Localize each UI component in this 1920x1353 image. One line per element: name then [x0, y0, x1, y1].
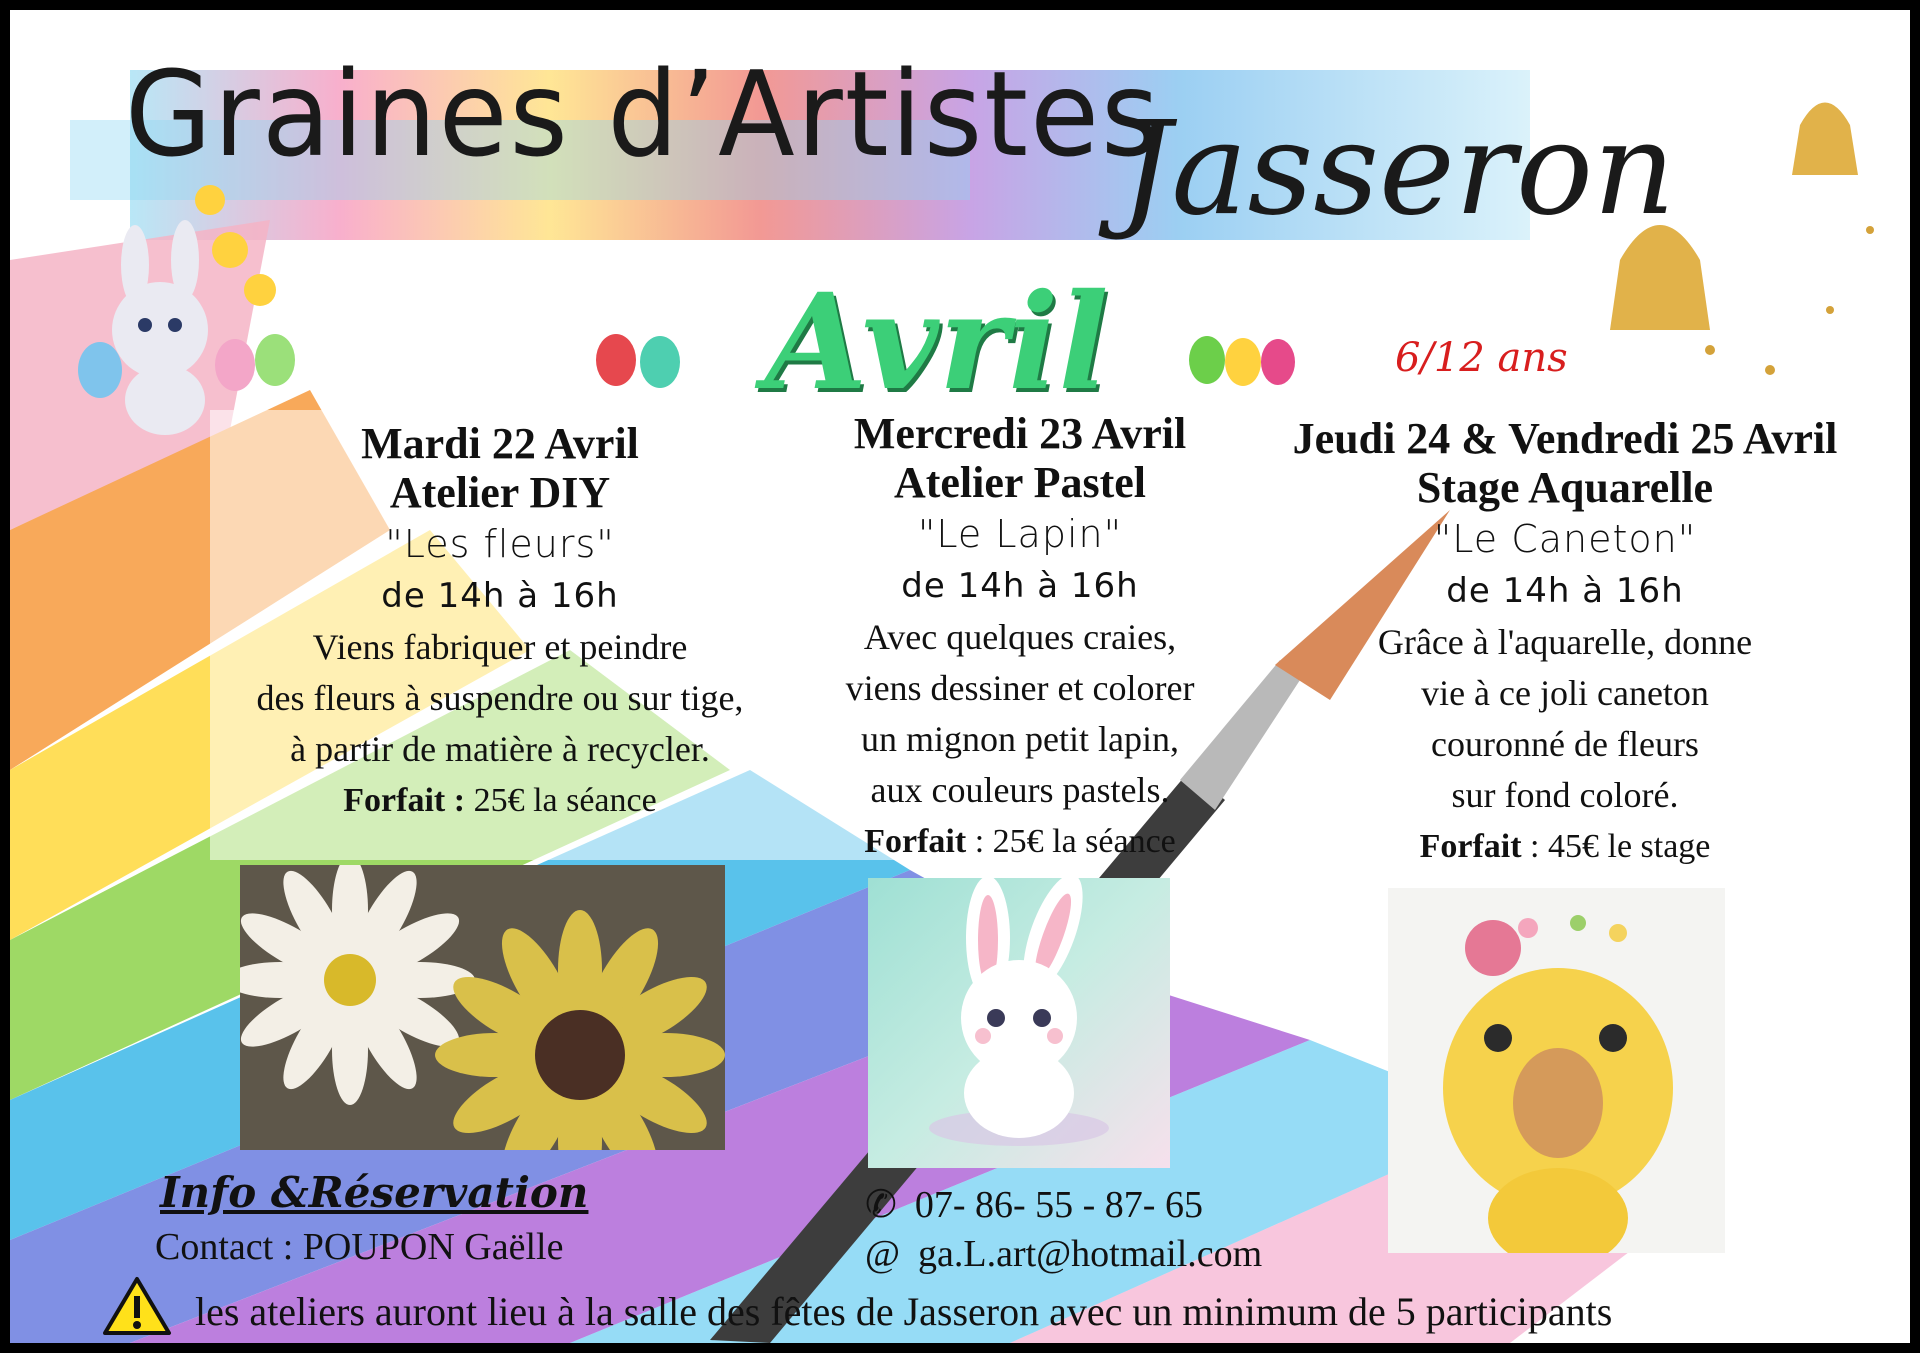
- workshop-column: [810, 410, 1230, 868]
- title-line2: Jasseron: [1120, 95, 1676, 244]
- workshop-type: Atelier Pastel: [893, 458, 1147, 507]
- workshop-hours: de 14h à 16h: [1446, 571, 1684, 611]
- flyer: [10, 10, 1910, 1343]
- age-range: 6/12 ans: [1395, 335, 1568, 381]
- price-value: : 45€ le stage: [1521, 828, 1711, 865]
- phone-icon: ✆: [865, 1184, 897, 1226]
- workshop-description-line: un mignon petit lapin,: [861, 719, 1179, 759]
- workshop-description-line: Avec quelques craies,: [863, 617, 1177, 657]
- price-value: : 25€ la séance: [966, 823, 1176, 860]
- contact-name: Contact : POUPON Gaëlle: [155, 1226, 564, 1268]
- workshop-type: Atelier DIY: [389, 468, 611, 517]
- price-label: Forfait :: [343, 782, 466, 819]
- workshop-price: [210, 775, 790, 827]
- workshop-description-line: vie à ce joli caneton: [1421, 673, 1709, 713]
- workshop-description-line: sur fond coloré.: [1451, 775, 1679, 815]
- workshop-description-line: Grâce à l'aquarelle, donne: [1377, 622, 1753, 662]
- location-notice: les ateliers auront lieu à la salle des fêtes de Jasseron avec un minimum de 5 participants: [195, 1289, 1613, 1334]
- flowers-photo: [240, 865, 725, 1150]
- workshop-description-line: aux couleurs pastels.: [870, 770, 1170, 810]
- email-address: ga.L.art@hotmail.com: [918, 1233, 1263, 1275]
- warning-icon: [102, 1276, 172, 1336]
- email-line: [865, 1232, 1262, 1276]
- workshop-type: Stage Aquarelle: [1416, 463, 1714, 512]
- bunny-photo: [868, 878, 1170, 1168]
- workshop-hours: de 14h à 16h: [901, 566, 1139, 606]
- phone-number: 07- 86- 55 - 87- 65: [914, 1184, 1203, 1226]
- info-reservation-heading: Info &Réservation: [160, 1168, 589, 1217]
- workshop-price: [810, 816, 1230, 868]
- workshop-description-line: couronné de fleurs: [1431, 724, 1699, 764]
- phone-line: [865, 1182, 1203, 1227]
- workshop-description-line: à partir de matière à recycler.: [290, 729, 710, 769]
- workshop-description-line: viens dessiner et colorer: [845, 668, 1195, 708]
- workshop-column: [210, 420, 790, 827]
- workshop-price: [1270, 821, 1860, 873]
- workshop-hours: de 14h à 16h: [381, 576, 619, 616]
- at-sign-icon: @: [865, 1233, 900, 1275]
- price-label: Forfait: [1419, 828, 1522, 865]
- workshop-description-line: des fleurs à suspendre ou sur tige,: [256, 678, 744, 718]
- workshop-description-line: Viens fabriquer et peindre: [312, 627, 688, 667]
- workshop-theme: "Le Caneton": [1433, 517, 1697, 561]
- duckling-photo: [1388, 888, 1725, 1253]
- workshop-theme: "Le Lapin": [917, 512, 1123, 556]
- price-value: 25€ la séance: [465, 782, 657, 819]
- workshop-theme: "Les fleurs": [385, 522, 615, 566]
- month-heading: Avril: [765, 265, 1109, 420]
- title-line1: Graines d’Artistes: [125, 46, 1162, 184]
- workshop-day: Mercredi 23 Avril: [853, 409, 1187, 458]
- workshop-day: Mardi 22 Avril: [361, 419, 639, 468]
- price-label: Forfait: [864, 823, 967, 860]
- workshop-column: [1270, 415, 1860, 873]
- workshop-day: Jeudi 24 & Vendredi 25 Avril: [1292, 414, 1838, 463]
